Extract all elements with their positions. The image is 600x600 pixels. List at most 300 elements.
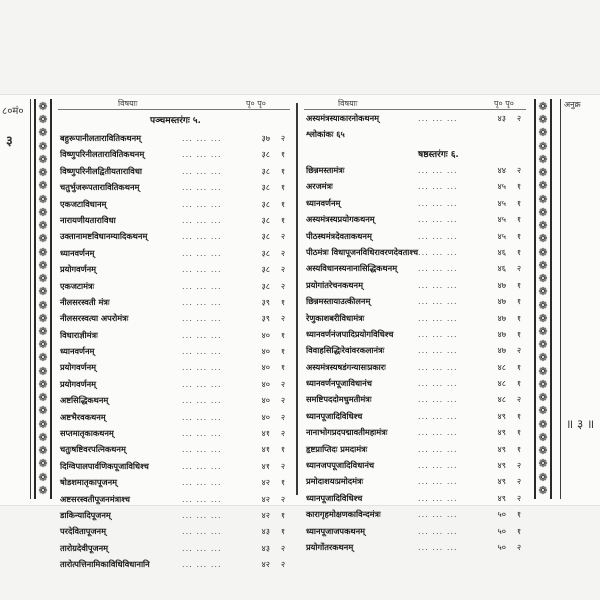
entry-page-number: ४९	[497, 427, 506, 438]
border-ornament-icon: ❁	[538, 404, 548, 418]
entry-page-number: ४३	[261, 542, 270, 553]
right-header-rule	[304, 109, 526, 110]
leader-dots: ... ... ...	[418, 296, 458, 307]
contents-row	[60, 377, 292, 393]
border-ornament-icon: ❁	[538, 298, 548, 312]
leader-dots: ... ... ...	[182, 198, 222, 209]
entry-column-number: २	[280, 264, 286, 275]
entry-title: सप्तमातृकाकथनम्	[60, 428, 114, 439]
entry-title: अष्टसिद्धिकथनम्	[60, 395, 109, 406]
leader-dots: ... ... ...	[418, 378, 458, 389]
contents-row	[306, 376, 528, 392]
entry-page-number: ४०	[261, 411, 270, 422]
entry-page-number: ५०	[497, 541, 506, 552]
leader-dots: ... ... ...	[418, 410, 458, 421]
entry-column-number: १	[516, 410, 522, 421]
border-ornament-icon: ❁	[38, 166, 48, 180]
leader-dots: ... ... ...	[182, 296, 222, 307]
entry-title: ध्यानवर्णनम्	[60, 346, 95, 357]
entry-page-number: ४९	[497, 492, 506, 503]
left-margin-top-text: ८०मं०	[2, 106, 24, 117]
entry-title: बहुरूपानीलतारावितिकथनम्	[60, 133, 142, 143]
entry-column-number: १	[516, 181, 522, 192]
entry-title: प्रयोगांतरेचनकथनम्	[306, 279, 363, 290]
border-ornament-icon: ❁	[38, 391, 48, 405]
entry-page-number: ४८	[497, 378, 506, 389]
border-ornament-icon: ❁	[38, 430, 48, 444]
border-ornament-icon: ❁	[38, 285, 48, 299]
entry-column-number: २	[516, 165, 522, 175]
leader-dots: ... ... ...	[418, 541, 458, 552]
entry-page-number: ३८	[261, 264, 270, 275]
border-ornament-icon: ❁	[538, 483, 548, 497]
contents-row	[306, 212, 528, 228]
entry-column-number: १	[516, 328, 522, 339]
border-ornament-icon: ❁	[538, 219, 548, 233]
leader-dots: ... ... ...	[418, 361, 458, 372]
entry-title: अस्यमंत्रस्यषडंगन्यासःप्रकारः	[306, 361, 386, 372]
contents-row	[60, 410, 292, 426]
border-ornament-icon: ❁	[38, 258, 48, 272]
entry-page-number: ४०	[261, 329, 270, 340]
entry-column-number: १	[280, 149, 286, 160]
contents-row	[306, 442, 528, 458]
entry-title: अष्टसरस्वतीपूजनमंत्राश्च	[60, 493, 130, 504]
border-ornament-icon: ❁	[38, 364, 48, 378]
right-margin-top-text: अनुक्र	[564, 100, 581, 109]
entry-column-number: २	[280, 280, 286, 291]
leader-dots: ... ... ...	[418, 113, 458, 123]
border-ornament-icon: ❁	[538, 205, 548, 219]
contents-row	[60, 459, 292, 475]
contents-row	[60, 197, 292, 213]
contents-row	[60, 557, 292, 573]
contents-row	[306, 196, 528, 212]
entry-column-number: २	[516, 492, 522, 503]
entry-title: ध्यानवर्णनपूजाविधानंच	[306, 378, 372, 389]
leader-dots: ... ... ...	[418, 246, 458, 257]
entry-page-number: ३८	[261, 280, 270, 291]
left-section-title: पञ्चमस्तरंगः ५.	[150, 116, 201, 126]
leader-dots: ... ... ...	[418, 492, 458, 503]
border-ornament-icon: ❁	[38, 417, 48, 431]
entry-title: प्रयोगोंतरकथनम्	[306, 541, 354, 552]
leader-dots: ... ... ...	[182, 509, 222, 520]
entry-title: ध्यानजपपूजादिविधानंच	[306, 460, 375, 471]
scanned-book-spread	[0, 95, 600, 570]
right-page	[298, 95, 600, 552]
border-ornament-icon: ❁	[38, 219, 48, 233]
entry-title: पीठमंत्रः विधापूजनविधिरावरणदेवताश्च	[306, 246, 419, 257]
entry-title: प्रयोगवर्णनम्	[60, 378, 97, 389]
entry-column-number: १	[516, 296, 522, 307]
left-page	[0, 95, 298, 570]
entry-page-number: ४३	[497, 113, 506, 123]
leader-dots: ... ... ...	[418, 328, 458, 339]
border-ornament-icon: ❁	[38, 205, 48, 219]
entry-title: रेणुकाशबरीविधामंत्रः	[306, 312, 365, 323]
entry-title: अस्यविधानस्यनानासिद्धिकथनम्	[306, 263, 398, 274]
leader-dots: ... ... ...	[418, 263, 458, 274]
border-ornament-icon: ❁	[538, 457, 548, 471]
border-ornament-icon: ❁	[538, 430, 548, 444]
border-ornament-icon: ❁	[38, 272, 48, 286]
leader-dots: ... ... ...	[182, 411, 222, 422]
contents-row	[306, 360, 528, 376]
entry-title: ध्यानवर्णनम्	[306, 197, 341, 208]
entry-column-number: १	[280, 165, 286, 176]
contents-row	[60, 360, 292, 376]
border-ornament-icon: ❁	[38, 179, 48, 193]
leader-dots: ... ... ...	[418, 181, 458, 192]
contents-row	[306, 229, 528, 245]
entry-page-number: ४९	[497, 410, 506, 421]
left-ornamental-border	[34, 99, 52, 499]
contents-row	[60, 147, 292, 163]
leader-dots: ... ... ...	[418, 197, 458, 208]
contents-row	[306, 261, 528, 277]
entry-page-number: ४७	[497, 345, 506, 356]
entry-page-number: ३८	[261, 149, 270, 160]
border-ornament-icon: ❁	[538, 338, 548, 352]
entry-page-number: ४२	[261, 509, 270, 520]
entry-page-number: ४१	[261, 444, 270, 455]
entry-page-number: ४७	[497, 279, 506, 290]
entry-column-number: १	[516, 443, 522, 454]
contents-row	[60, 426, 292, 442]
contents-row	[60, 524, 292, 540]
contents-row	[60, 475, 292, 491]
right-head-page: पृ० पृ०	[494, 99, 514, 108]
entry-page-number: ४६	[497, 263, 506, 274]
entry-title: नानाभोगप्रदपद्मावतीमहामंत्रः	[306, 427, 388, 438]
entry-page-number: ४९	[497, 476, 506, 487]
entry-column-number: २	[516, 394, 522, 405]
leader-dots: ... ... ...	[182, 395, 222, 406]
entry-title: अस्यमंत्रस्यप्रयोगकथनम्	[306, 214, 375, 225]
entry-title: डाकिन्यादिपूजनम्	[60, 509, 111, 520]
border-ornament-icon: ❁	[538, 192, 548, 206]
leader-dots: ... ... ...	[182, 428, 222, 439]
entry-title: विष्णुपरिनीलतारावितिकथनम्	[60, 149, 145, 160]
left-head-page: पृ० पृ०	[246, 99, 266, 108]
entry-column-number: २	[280, 542, 286, 553]
leader-dots: ... ... ...	[182, 444, 222, 455]
contents-row	[60, 180, 292, 196]
entry-title: ध्यानवर्णनंजपादिप्रयोगविधिश्च	[306, 328, 394, 339]
contents-row	[306, 474, 528, 490]
entry-title: नीलसरस्वत्या अपरोमंत्रः	[60, 313, 129, 324]
contents-row	[306, 524, 528, 540]
border-ornament-icon: ❁	[38, 338, 48, 352]
entry-column-number: २	[516, 476, 522, 487]
entry-column-number: १	[516, 279, 522, 290]
contents-row	[60, 328, 292, 344]
border-ornament-icon: ❁	[538, 351, 548, 365]
entry-page-number: ३८	[261, 247, 270, 258]
border-ornament-icon: ❁	[538, 272, 548, 286]
border-ornament-icon: ❁	[538, 179, 548, 193]
leader-dots: ... ... ...	[182, 149, 222, 160]
entry-column-number: २	[516, 541, 522, 552]
left-header-rule	[58, 109, 290, 110]
leader-dots: ... ... ...	[418, 312, 458, 323]
entry-page-number: ३८	[261, 198, 270, 209]
entry-page-number: ४२	[261, 477, 270, 488]
right-preceding-list	[306, 111, 528, 144]
leader-dots: ... ... ...	[418, 476, 458, 487]
entry-page-number: ४०	[261, 378, 270, 389]
leader-dots: ... ... ...	[182, 542, 222, 553]
contents-row	[306, 311, 528, 327]
border-ornament-icon: ❁	[38, 324, 48, 338]
border-ornament-icon: ❁	[538, 100, 548, 113]
right-ornamental-border	[534, 99, 552, 499]
contents-row	[306, 327, 528, 343]
leader-dots: ... ... ...	[182, 559, 222, 570]
entry-column-number: १	[280, 296, 286, 307]
entry-column-number: २	[516, 113, 522, 123]
contents-row	[60, 508, 292, 524]
leader-dots: ... ... ...	[418, 230, 458, 241]
entry-title: हृष्टप्राप्तिदः प्रमदामंत्रः	[306, 443, 368, 454]
border-ornament-icon: ❁	[38, 457, 48, 471]
border-ornament-icon: ❁	[38, 311, 48, 325]
entry-page-number: ४८	[497, 361, 506, 372]
entry-title: उक्तानामष्टविधानम्यादिकथनम्	[60, 231, 148, 242]
entry-title: प्रयोगवर्णनम्	[60, 362, 97, 373]
entry-title: विवाहसिद्धिःरेवांवरकलानंत्रः	[306, 345, 385, 356]
leader-dots: ... ... ...	[182, 460, 222, 471]
leader-dots: ... ... ...	[182, 280, 222, 291]
entry-title: ध्यानपूजाजपकथनम्	[306, 525, 366, 536]
entry-title: अष्टभैरवकथनम्	[60, 411, 106, 422]
border-ornament-icon: ❁	[538, 417, 548, 431]
border-ornament-icon: ❁	[38, 126, 48, 140]
leader-dots: ... ... ...	[182, 214, 222, 225]
entry-column-number: २	[280, 428, 286, 439]
entry-title: नारायणीयताराविधा	[60, 214, 116, 225]
entry-page-number: ४६	[497, 246, 506, 257]
border-ornament-icon: ❁	[38, 483, 48, 497]
entry-page-number: ३८	[261, 182, 270, 193]
entry-title: समष्टिपददोमधुमतीमंत्रः	[306, 394, 372, 405]
leader-dots: ... ... ...	[182, 378, 222, 389]
contents-row	[60, 442, 292, 458]
contents-row	[60, 492, 292, 508]
entry-column-number: २	[280, 231, 286, 242]
border-ornament-icon: ❁	[538, 126, 548, 140]
entry-page-number: ४४	[497, 165, 506, 175]
border-ornament-icon: ❁	[538, 311, 548, 325]
entry-title: चतुःषष्टिवरपत्निकथनम्	[60, 444, 126, 455]
contents-row	[60, 131, 292, 147]
entry-column-number: १	[516, 214, 522, 225]
border-ornament-icon: ❁	[538, 166, 548, 180]
border-ornament-icon: ❁	[38, 232, 48, 246]
entry-title: एकजटाविधानम्	[60, 198, 107, 209]
contents-row	[60, 262, 292, 278]
leader-dots: ... ... ...	[182, 182, 222, 193]
contents-row	[306, 392, 528, 408]
entry-title: पीठस्थमंत्रदेवताकथनम्	[306, 230, 372, 241]
border-ornament-icon: ❁	[538, 245, 548, 259]
leader-dots: ... ... ...	[418, 279, 458, 290]
entry-page-number: ४३	[261, 526, 270, 537]
entry-column-number: १	[280, 182, 286, 193]
entry-column-number: २	[280, 559, 286, 570]
border-ornament-icon: ❁	[38, 113, 48, 127]
contents-row	[60, 311, 292, 327]
leader-dots: ... ... ...	[182, 313, 222, 324]
entry-page-number: ४५	[497, 230, 506, 241]
entry-column-number: १	[516, 197, 522, 208]
leader-dots: ... ... ...	[418, 345, 458, 356]
left-margin-mid-text: ३	[6, 134, 13, 149]
leader-dots: ... ... ...	[418, 443, 458, 454]
entry-column-number: १	[516, 378, 522, 389]
entry-title: छिन्नमस्तामंत्रः	[306, 165, 345, 175]
entry-title: परदेवितापूजनम्	[60, 526, 106, 537]
entry-page-number: ४७	[497, 328, 506, 339]
entry-title: नीलसरस्वती मंत्रः	[60, 296, 110, 307]
contents-row	[306, 343, 528, 359]
entry-column-number: १	[516, 312, 522, 323]
entry-title: चतुर्भुजरूपतारावितिकथनम्	[60, 182, 140, 193]
entry-column-number: २	[516, 263, 522, 274]
entry-title: दिग्विपालपार्वणिकपूजाविधिश्च	[60, 460, 149, 471]
left-head-subject: विषयाः	[118, 99, 138, 108]
border-ornament-icon: ❁	[538, 444, 548, 458]
border-ornament-icon: ❁	[538, 152, 548, 166]
contents-row	[306, 425, 528, 441]
entry-page-number: ३८	[261, 165, 270, 176]
entry-page-number: ३८	[261, 214, 270, 225]
entry-title: एकजटामंत्रः	[60, 280, 95, 291]
entry-column-number: १	[280, 477, 286, 488]
contents-row	[60, 344, 292, 360]
entry-column-number: १	[516, 525, 522, 536]
entry-column-number: १	[516, 361, 522, 372]
leader-dots: ... ... ...	[418, 214, 458, 225]
leader-dots: ... ... ...	[418, 460, 458, 471]
entry-page-number: ४१	[261, 428, 270, 439]
entry-page-number: ४५	[497, 214, 506, 225]
leader-dots: ... ... ...	[182, 231, 222, 242]
contents-row	[306, 127, 528, 143]
contents-row	[306, 245, 528, 261]
entry-page-number: ३९	[261, 296, 270, 307]
entry-page-number: ४७	[497, 296, 506, 307]
leader-dots: ... ... ...	[182, 133, 222, 143]
left-contents-list	[60, 131, 292, 574]
border-ornament-icon: ❁	[538, 113, 548, 127]
contents-row	[60, 393, 292, 409]
leader-dots: ... ... ...	[182, 477, 222, 488]
entry-column-number: १	[280, 198, 286, 209]
entry-title: तारोत्पत्तिनामिकाविधिविधानानि	[60, 559, 150, 570]
entry-page-number: ४९	[497, 460, 506, 471]
border-ornament-icon: ❁	[38, 139, 48, 153]
right-section-title: षष्ठस्तरंगः ६.	[418, 150, 459, 160]
entry-page-number: ४७	[497, 312, 506, 323]
entry-page-number: ३७	[261, 133, 270, 143]
border-ornament-icon: ❁	[38, 152, 48, 166]
entry-title: प्रयोगवर्णनम्	[60, 264, 97, 275]
entry-title: ध्यानवर्णनम्	[60, 247, 95, 258]
leader-dots: ... ... ...	[182, 247, 222, 258]
entry-page-number: ४१	[261, 460, 270, 471]
entry-title: प्रमोदाशयःप्रमोदमंत्रः	[306, 476, 364, 487]
leader-dots: ... ... ...	[182, 493, 222, 504]
contents-row	[60, 246, 292, 262]
border-ornament-icon: ❁	[38, 100, 48, 113]
entry-title: तारोग्रदेवीपूजनम्	[60, 542, 109, 553]
border-ornament-icon: ❁	[38, 444, 48, 458]
entry-column-number: १	[516, 427, 522, 438]
left-outer-rule	[30, 99, 31, 499]
right-outer-rule	[560, 99, 561, 499]
entry-column-number: २	[280, 378, 286, 389]
entry-column-number: २	[280, 247, 286, 258]
contents-row	[60, 295, 292, 311]
entry-page-number: ४०	[261, 346, 270, 357]
entry-page-number: ४२	[261, 493, 270, 504]
leader-dots: ... ... ...	[418, 525, 458, 536]
entry-title: अरजमंत्रः	[306, 181, 333, 192]
entry-column-number: २	[280, 395, 286, 406]
entry-column-number: १	[516, 230, 522, 241]
border-ornament-icon: ❁	[38, 192, 48, 206]
leader-dots: ... ... ...	[418, 394, 458, 405]
border-ornament-icon: ❁	[38, 377, 48, 391]
border-ornament-icon: ❁	[538, 139, 548, 153]
leader-dots: ... ... ...	[418, 509, 458, 520]
entry-page-number: ५०	[497, 525, 506, 536]
entry-column-number: १	[280, 329, 286, 340]
border-ornament-icon: ❁	[38, 245, 48, 259]
contents-row	[306, 111, 528, 127]
entry-title: ध्यानपूजादिविधिश्च	[306, 410, 363, 421]
contents-row	[306, 458, 528, 474]
entry-title: षोडशमातृकापूजनम्	[60, 477, 118, 488]
leader-dots: ... ... ...	[182, 329, 222, 340]
entry-page-number: ४५	[497, 197, 506, 208]
entry-column-number: २	[280, 313, 286, 324]
entry-page-number: ४९	[497, 443, 506, 454]
entry-title: श्लोकांकः ६५	[306, 129, 345, 140]
contents-row	[306, 179, 528, 195]
contents-row	[306, 278, 528, 294]
contents-row	[60, 279, 292, 295]
entry-column-number: १	[516, 509, 522, 520]
border-ornament-icon: ❁	[538, 285, 548, 299]
leader-dots: ... ... ...	[182, 362, 222, 373]
border-ornament-icon: ❁	[538, 324, 548, 338]
entry-column-number: १	[280, 526, 286, 537]
entry-page-number: ३९	[261, 313, 270, 324]
contents-row	[60, 164, 292, 180]
entry-title: विधाराज्ञीमंत्रः	[60, 329, 98, 340]
entry-page-number: ४०	[261, 395, 270, 406]
border-ornament-icon: ❁	[538, 391, 548, 405]
entry-column-number: २	[280, 411, 286, 422]
entry-column-number: २	[280, 133, 286, 143]
entry-title: छिन्नमस्तायाउत्कीलनम्	[306, 296, 371, 307]
leader-dots: ... ... ...	[182, 165, 222, 176]
entry-title: ध्यानपूजादिविधिश्च	[306, 492, 363, 503]
border-ornament-icon: ❁	[38, 404, 48, 418]
